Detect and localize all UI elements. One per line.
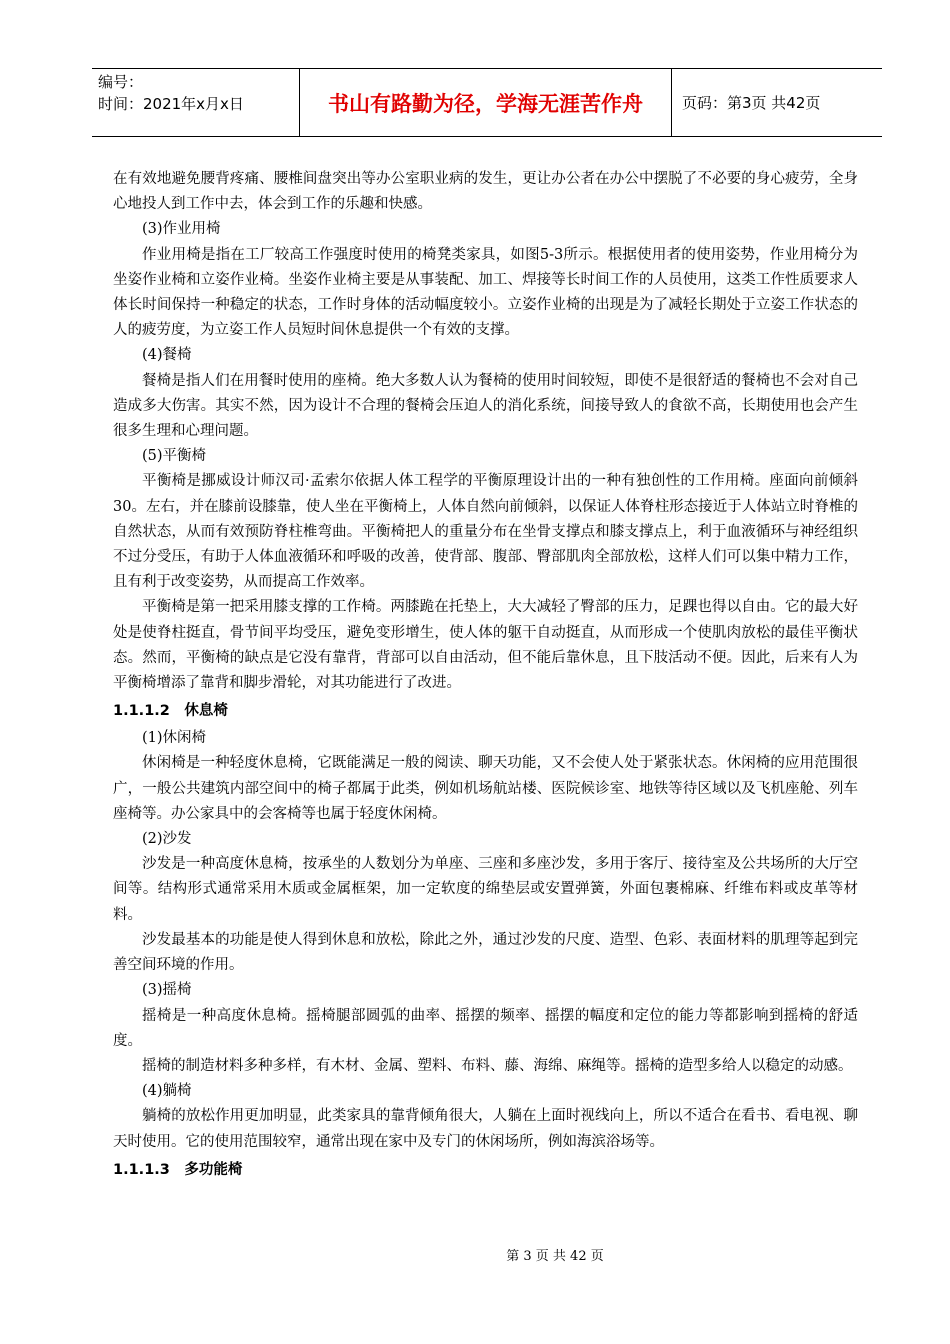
subsection-label: (3)作业用椅 — [142, 221, 221, 238]
body-paragraph: 作业用椅是指在工厂较高工作强度时使用的椅凳类家具，如图5-3所示。根据使用者的使用姿势，作业用椅分为坐姿作业椅和立姿作业椅。坐姿作业椅主要是从事装配、加工、焊接等长时间工作的人员使用，这类工作性质要求人体长时间保持一种稳定的状态，工作时身体的活动幅度较小。立姿作业椅的出现是为了减轻长期处于立姿工作状态的人的疲劳度，为立姿工作人员短时间休息提供一个有效的支撑。 — [113, 246, 858, 339]
header-meta — [92, 69, 300, 136]
doc-time-label: 时间：2021年x月x日 — [98, 95, 244, 113]
body-paragraph: 平衡椅是挪威设计师汉司·孟索尔依据人体工程学的平衡原理设计出的一种有独创性的工作用椅。座面向前倾斜30。左右，并在膝前设膝靠，使人坐在平衡椅上，人体自然向前倾斜，以保证人体脊柱形态接近于人体站立时脊椎的自然状态，从而有效预防脊柱椎弯曲。平衡椅把人的重量分布在坐骨支撑点和膝支撑点上，利于血液循环与神经组织不过分受压，有助于人体血液循环和呼吸的改善，使背部、腹部、臀部肌肉全部放松，这样人们可以集中精力工作，且有利于改变姿势，从而提高工作效率。 — [113, 473, 858, 591]
body-paragraph: 在有效地避免腰背疼痛、腰椎间盘突出等办公室职业病的发生，更让办公者在办公中摆脱了不必要的身心疲劳，全身心地投人到工作中去，体会到工作的乐趣和快感。 — [113, 171, 858, 213]
body-paragraph: 沙发是一种高度休息椅，按承坐的人数划分为单座、三座和多座沙发，多用于客厅、接待室及公共场所的大厅空间等。结构形式通常采用木质或金属框架，加一定软度的绵垫层或安置弹簧，外面包裹棉麻、纤维布料或皮革等材料。 — [113, 856, 858, 923]
page-footer: 第 3 页 共 42 页 — [506, 1249, 604, 1264]
body-paragraph: 平衡椅是第一把采用膝支撑的工作椅。两膝跪在托垫上，大大减轻了臀部的压力，足踝也得以自由。它的最大好处是使脊柱挺直，骨节间平均受压，避免变形增生，使人体的躯干自动挺直，从而形成一个使肌肉放松的最佳平衡状态。然而，平衡椅的缺点是它没有靠背，背部可以自由活动，但不能后靠休息，且下肢活动不便。因此，后来有人为平衡椅增添了靠背和脚步滑轮，对其功能进行了改进。 — [113, 599, 858, 692]
doc-number-label: 编号： — [98, 73, 144, 91]
section-heading: 1.1.1.2 休息椅 — [113, 703, 228, 720]
body-paragraph: 沙发最基本的功能是使人得到休息和放松，除此之外，通过沙发的尺度、造型、色彩、表面材料的肌理等起到完善空间环境的作用。 — [113, 931, 858, 974]
subsection-label: (4)餐椅 — [142, 347, 192, 364]
header-motto: 书山有路勤为径，学海无涯苦作舟 — [300, 69, 672, 136]
subsection-label: (4)躺椅 — [142, 1083, 192, 1100]
body-paragraph: 躺椅的放松作用更加明显，此类家具的靠背倾角很大，人躺在上面时视线向上，所以不适合在看书、看电视、聊天时使用。它的使用范围较窄，通常出现在家中及专门的休闲场所，例如海滨浴场等。 — [113, 1108, 858, 1150]
subsection-label: (2)沙发 — [142, 831, 192, 848]
subsection-label: (5)平衡椅 — [142, 448, 207, 465]
subsection-label: (3)摇椅 — [142, 982, 192, 999]
document-body — [113, 167, 858, 1185]
subsection-label: (1)休闲椅 — [142, 730, 207, 747]
section-heading: 1.1.1.3 多功能椅 — [113, 1161, 243, 1178]
body-paragraph: 休闲椅是一种轻度休息椅，它既能满足一般的阅读、聊天功能，又不会使人处于紧张状态。休闲椅的应用范围很广，一般公共建筑内部空间中的椅子都属于此类，例如机场航站楼、医院候诊室、地铁等待区域以及飞机座舱、列车座椅等。办公家具中的会客椅等也属于轻度休闲椅。 — [113, 755, 858, 822]
body-paragraph: 餐椅是指人们在用餐时使用的座椅。绝大多数人认为餐椅的使用时间较短，即使不是很舒适的餐椅也不会对自己造成多大伤害。其实不然，因为设计不合理的餐椅会压迫人的消化系统，间接导致人的食欲不高，长期使用也会产生很多生理和心理问题。 — [113, 372, 858, 440]
body-paragraph: 摇椅的制造材料多种多样，有木材、金属、塑料、布料、藤、海绵、麻绳等。摇椅的造型多给人以稳定的动感。 — [142, 1057, 853, 1074]
body-paragraph: 摇椅是一种高度休息椅。摇椅腿部圆弧的曲率、摇摆的频率、摇摆的幅度和定位的能力等都影响到摇椅的舒适度。 — [113, 1007, 858, 1049]
page-header — [92, 68, 882, 137]
header-page-label: 页码：第3页 共42页 — [682, 94, 821, 112]
